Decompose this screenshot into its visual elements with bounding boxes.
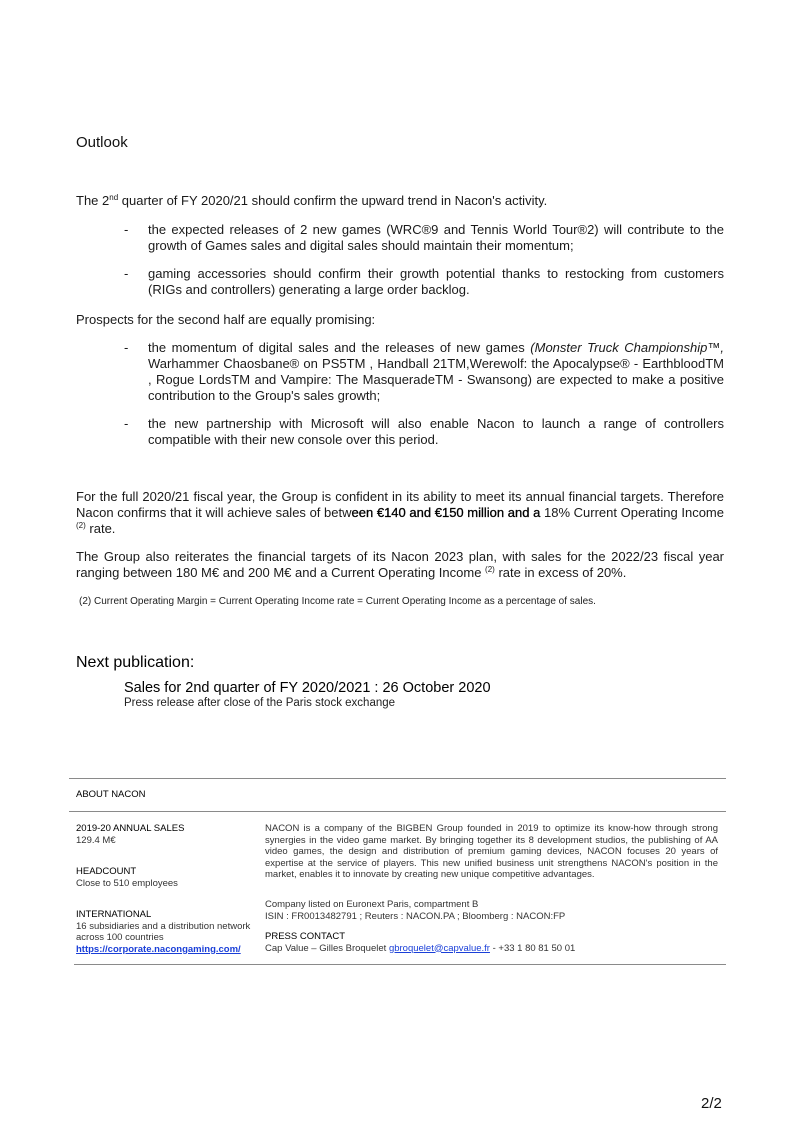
dash-bullet-icon: - — [124, 222, 129, 237]
h2-intro: Prospects for the second half are equally promising: — [76, 312, 376, 327]
page-number: 2/2 — [701, 1095, 722, 1112]
website-link[interactable]: https://corporate.nacongaming.com/ — [76, 943, 241, 955]
headcount-value: Close to 510 employees — [76, 877, 178, 889]
bullet-text: the new partnership with Microsoft will also enable Nacon to launch a range of controllers compatible with their new console over this period. — [148, 416, 724, 447]
about-left-column — [76, 823, 256, 955]
bullet-text-start: the momentum of digital sales and the releases of new games — [148, 340, 531, 355]
outlook-intro — [76, 193, 726, 209]
intro-text-end: quarter of FY 2020/21 should confirm the upward trend in Nacon's activity. — [118, 193, 548, 208]
divider — [74, 964, 726, 965]
international-value: across 100 countries — [76, 932, 164, 943]
q2-bullet-item — [76, 266, 726, 298]
bullet-text: the expected releases of 2 new games (WRC®9 and Tennis World Tour®2) will contribute to the growth of Games sales and digital sales should maintain their momentum; — [148, 222, 724, 253]
annual-sales-value: 129.4 M€ — [76, 834, 116, 846]
international-label: INTERNATIONAL — [76, 909, 152, 920]
bullet-text — [148, 340, 724, 404]
q2-bullet-item — [76, 222, 726, 254]
bullet-text-italic: (Monster Truck Championship™, — [530, 340, 724, 355]
dash-bullet-icon: - — [124, 266, 129, 281]
h2-bullet-item — [76, 340, 726, 404]
dash-bullet-icon: - — [124, 416, 129, 431]
press-contact-label: PRESS CONTACT — [265, 931, 346, 942]
h2-bullet-item — [76, 416, 726, 448]
dash-bullet-icon: - — [124, 340, 129, 355]
section-heading-outlook: Outlook — [76, 134, 128, 151]
next-publication-event: Sales for 2nd quarter of FY 2020/2021 : 26 October 2020 — [124, 680, 491, 696]
international-value: 16 subsidiaries and a distribution network — [76, 920, 251, 932]
next-publication-heading: Next publication: — [76, 654, 195, 671]
next-publication-note: Press release after close of the Paris stock exchange — [124, 697, 396, 709]
plan-paragraph — [76, 549, 724, 581]
fy-text-end: rate. — [85, 521, 116, 536]
annual-sales-label: 2019-20 ANNUAL SALES — [76, 823, 185, 834]
footnote-ref: (2) — [485, 565, 495, 574]
footnote: (2) Current Operating Margin = Current Operating Income rate = Current Operating Income as a percentage of sales. — [79, 596, 596, 607]
about-heading: ABOUT NACON — [76, 789, 146, 800]
headcount-label: HEADCOUNT — [76, 866, 137, 877]
about-right-lower — [265, 899, 725, 954]
press-contact-line — [265, 943, 725, 955]
fy-text-start: For the full 2020/21 fiscal year, the Group is confident in its ability to meet its annual financial targets. Therefore Nacon confirms that it will achieve sales of betw — [76, 489, 724, 520]
divider — [69, 778, 726, 779]
footnote-ref: (2) — [76, 521, 86, 530]
bullet-text-end: Warhammer Chaosbane® on PS5TM , Handball 21TM,Werewolf: the Apocalypse® - EarthbloodTM , Rogue LordsTM and Vampire: The MasqueradeTM - Swansong) are expected to make a positive contribution to the Group's sales growth; — [148, 356, 724, 403]
fiscal-year-paragraph — [76, 489, 724, 537]
divider — [69, 811, 726, 812]
fy-text-mid: 18% Current Operating Income — [540, 505, 724, 520]
press-phone: - +33 1 80 81 50 01 — [489, 942, 576, 954]
press-contact-name: Cap Value – Gilles Broquelet — [265, 942, 389, 954]
plan-text-start: The Group also reiterates the financial targets of its Nacon 2023 plan, with sales for the 2022/23 fiscal year ranging between 180 M€ and 200 M€ and a Current Operating Income — [76, 549, 724, 580]
listing-info: Company listed on Euronext Paris, compartment B — [265, 899, 479, 910]
intro-text-start: The 2 — [76, 193, 110, 208]
press-email-link[interactable]: gbroquelet@capvalue.fr — [388, 942, 490, 954]
about-description: NACON is a company of the BIGBEN Group founded in 2019 to optimize its know-how through strong synergies in the video game market. By bringing together its 8 development studios, the publishing of AA video games, the design and distribution of premium gaming devices, NACON focuses 20 years of expertise at the service of players. This new unified business unit strengthens NACON's position in the market, enables it to innovate by creating new unique competitive advantages. — [265, 823, 718, 880]
bullet-text: gaming accessories should confirm their growth potential thanks to restocking from customers (RIGs and controllers) generating a large order backlog. — [148, 266, 724, 297]
fy-text-emphasis: een €140 and €150 million and a — [351, 505, 541, 520]
intro-superscript: nd — [109, 193, 119, 202]
listing-codes: ISIN : FR0013482791 ; Reuters : NACON.PA ; Bloomberg : NACON:FP — [265, 910, 566, 922]
plan-text-end: rate in excess of 20%. — [494, 565, 627, 580]
